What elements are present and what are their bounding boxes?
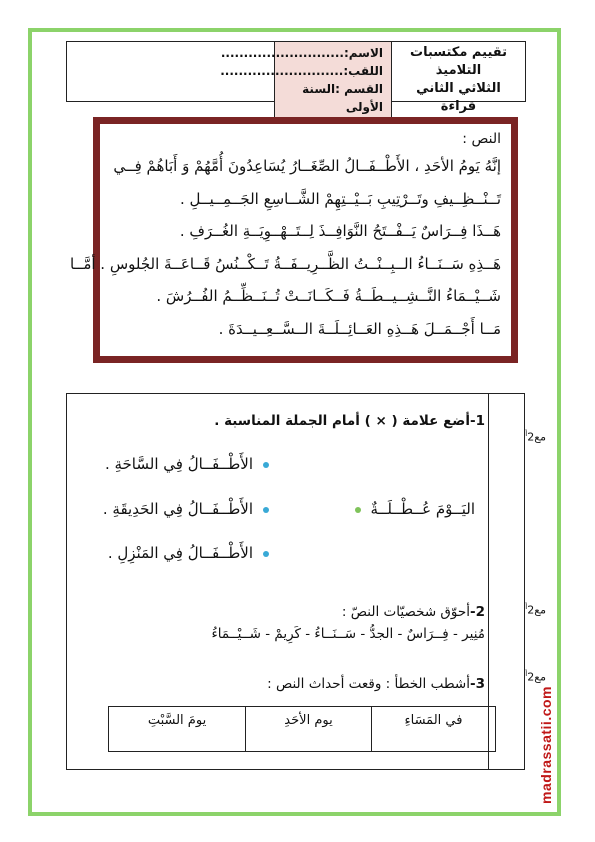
name-field[interactable]: الاسم:........................... [220, 46, 383, 60]
question-3-title [267, 676, 485, 692]
bullet-icon [263, 551, 269, 557]
q1-option[interactable] [103, 500, 269, 518]
question-3-instruction: أشطب الخطأ : وقعت أحداث النص : [267, 676, 470, 692]
header-title-cell [391, 42, 525, 118]
question-3-number: 3- [469, 676, 485, 692]
character-names: مُنِير - فِــرَاسٌ - الجدُّ - سَــنَــاءُ - كَرِيمْ - شَــيْــمَاءُ [211, 626, 485, 642]
text-line: شَــيْــمَاءُ النَّــشِــيــطَــةُ فَــكَــانَــتْ تُــنَــظِّــمُ الفُــرُشَ . [156, 287, 501, 305]
text-line: إنَّهُ يَومُ الأحَدِ ، الأَطْــفَــالُ الصِّغَــارُ يُسَاعِدُونَ أُمَّهُمْ وَ أَبَاهُمْ فِــي [113, 157, 501, 175]
reading-text-box [69, 117, 518, 363]
q1-stem-text: اليَــوْمَ عُــطْــلَــةٌ [370, 500, 475, 518]
grade-label: مع [534, 603, 546, 617]
text-line: تَــنْــظِــيفِ وتَــرْتِيبِ بَــيْــتِهِمْ الشَّــاسِعِ الجَــمِــيــلِ . [179, 189, 501, 208]
q1-option-text: الأَطْــفَــالُ فِي المَنْزِلِ . [107, 544, 253, 562]
grade-value: 2 [527, 430, 535, 444]
header-title: تقييم مكتسبات التلاميذ [410, 45, 507, 78]
question-1-title [214, 413, 485, 429]
grade-mark-q1 [525, 430, 546, 444]
q1-stem [355, 500, 476, 518]
header-subject: قراءة [440, 99, 477, 114]
grade-suffix: أ [525, 430, 528, 438]
text-line: مَــا أَجْــمَــلَ هَــذِهِ العَــائِــلَــةَ الــسَّــعِــيــدَةَ . [218, 319, 501, 338]
question-2-number: 2- [469, 604, 485, 620]
grade-label: مع [534, 430, 546, 444]
bullet-icon [263, 507, 269, 513]
text-line: هَــذِهِ سَــنَــاءُ الــبِــنْــتُ الظَّــرِيــفَــةُ تَــكْــنُسُ قَــاعَــةَ الجُلوسِ . أمَّــا [69, 254, 501, 273]
q1-option-text: الأَطْــفَــالُ فِي السَّاحَةِ . [104, 455, 253, 473]
question-1-number: 1- [469, 413, 485, 429]
question-2-title [342, 604, 485, 620]
q1-option[interactable] [108, 544, 269, 562]
grade-suffix: أ [525, 603, 528, 611]
q1-option-text: الأَطْــفَــالُ فِي الحَدِيقَةِ . [102, 500, 253, 518]
answer-cell[interactable]: يومَ السَّبْتِ [147, 713, 207, 728]
grade-value: 2 [527, 670, 535, 684]
answer-table [108, 706, 496, 752]
student-info-cell [220, 42, 391, 118]
grade-mark-q2 [525, 603, 546, 617]
q1-option[interactable] [105, 455, 269, 473]
question-1-instruction: أضع علامة ( × ) أمام الجملة المناسبة . [214, 413, 470, 429]
bullet-icon [355, 507, 361, 513]
class-label: القسم :السنة الأولى [302, 82, 383, 114]
text-label: النص : [462, 131, 501, 147]
header-empty-cell [67, 42, 274, 118]
grade-suffix: أ [525, 670, 528, 678]
header-table [66, 41, 526, 114]
header-term: الثلاثي الثاني [416, 81, 501, 96]
bullet-icon [263, 462, 269, 468]
answer-cell[interactable]: يوم الأحَدِ [245, 707, 371, 751]
answer-cell[interactable]: في المَسَاءِ [371, 707, 495, 751]
text-line: هَــذَا فِــرَاسٌ يَــفْــتَحُ النَّوَافِــذَ لِــتَــهْــوِيَــةِ الغُــرَفِ . [179, 222, 501, 240]
surname-field[interactable]: اللقب:........................... [220, 64, 383, 78]
grade-label: مع [534, 670, 546, 684]
grade-value: 2 [527, 603, 535, 617]
question-2-instruction: أحوّق شخصيّات النصّ : [341, 604, 470, 620]
watermark: madrassatii.com [538, 686, 554, 804]
